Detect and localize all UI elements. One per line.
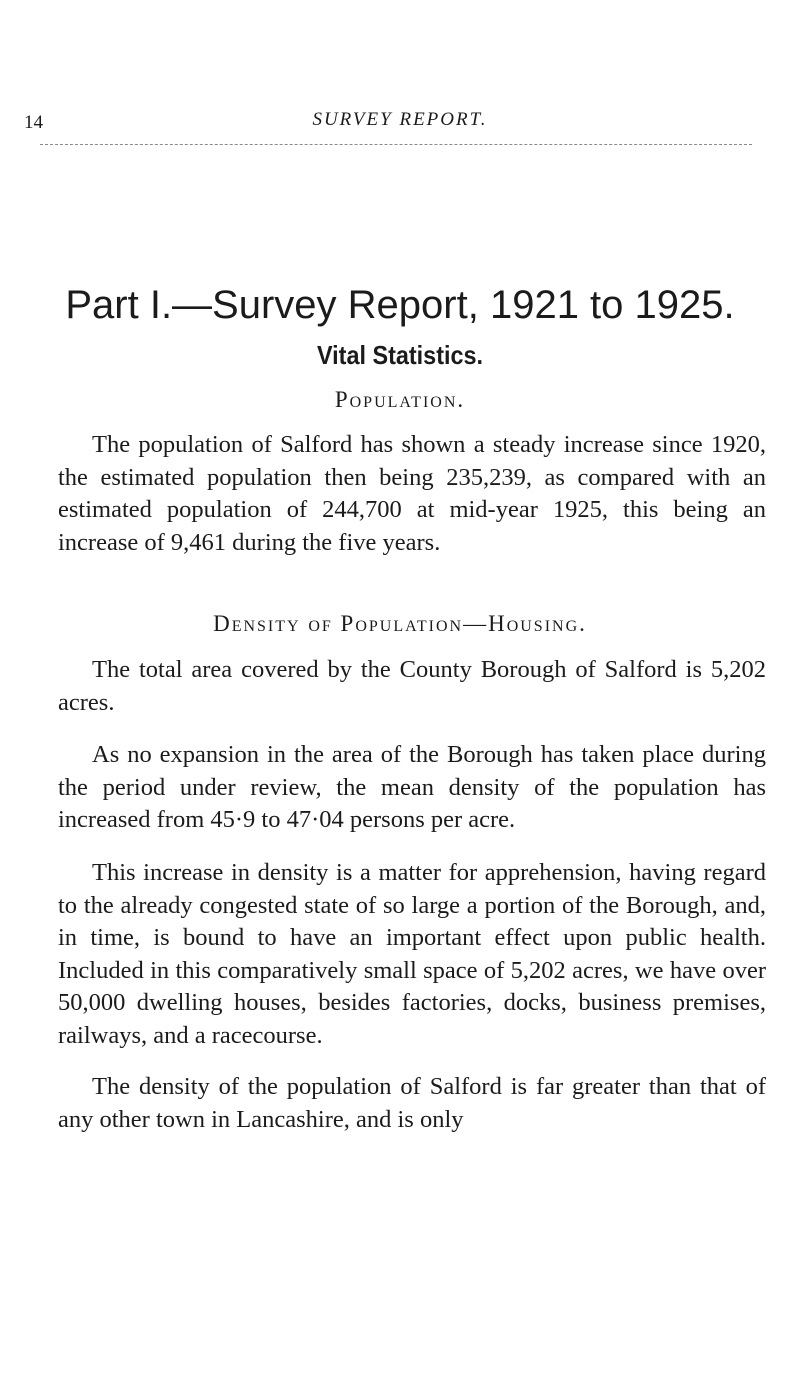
header-rule — [40, 144, 752, 145]
section-title: Vital Statistics. — [316, 340, 484, 370]
subheading-population: Population. — [334, 387, 466, 412]
subheading-density-housing: Density of Population—Housing. — [213, 611, 587, 636]
paragraph-apprehension: This increase in density is a matter for apprehension, having regard to the already congested state of so large a portion of the Borough, and, in time, is bound to have an important effect upon public health. Included in this comparatively small space of 5,202 acres, we have over 50,000 dwelling houses, besides factories, docks, business premises, railways, and a racecourse. — [58, 859, 766, 1049]
page-number: 14 — [24, 112, 43, 133]
paragraph-population-growth: The population of Salford has shown a steady increase since 1920, the estimated population then being 235,239, as compared with an estimated population of 244,700 at mid-year 1925, this being an increase of 9,461 during the five years. — [58, 431, 766, 556]
paragraph-comparison: The density of the population of Salford is far greater than that of any other town in Lancashire, and is only — [58, 1073, 766, 1133]
running-title: SURVEY REPORT. — [312, 109, 488, 130]
part-title: Part I.—Survey Report, 1921 to 1925. — [65, 283, 735, 327]
paragraph-total-area: The total area covered by the County Borough of Salford is 5,202 acres. — [58, 656, 766, 716]
paragraph-mean-density: As no expansion in the area of the Borough has taken place during the period under review, the mean density of the population has increased from 45·9 to 47·04 persons per acre. — [58, 741, 766, 833]
